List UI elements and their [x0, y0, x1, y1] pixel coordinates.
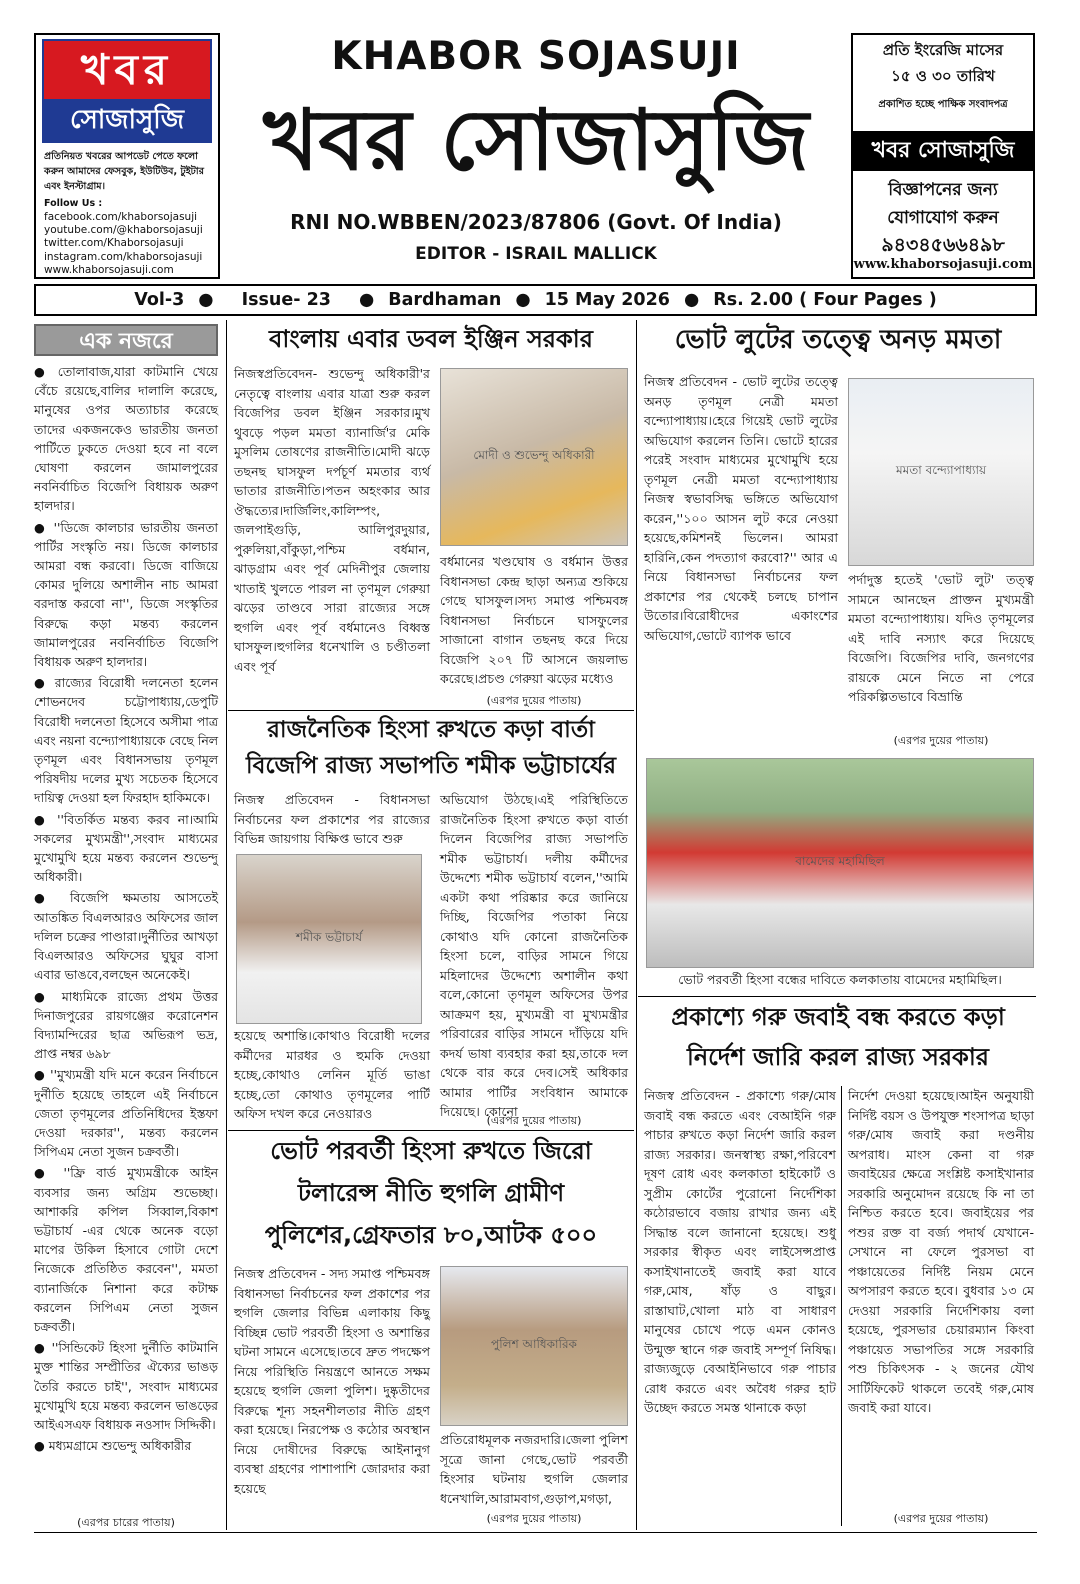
logo — [42, 39, 212, 143]
info-price: Rs. 2.00 ( Four Pages ) — [713, 290, 937, 310]
list-item: ● ''ডিজে কালচার ভারতীয় জনতা পার্টির সংস্কৃতি নয়। ডিজে কালচার আমরা বন্ধ করবো। ডিজে বাজিয়ে কোমর দুলিয়ে অশালীন নাচ আমরা বরদাস্ত করবো না'', ডিজে সংস্কৃতির বিরুদ্ধে কড়া মন্তব্য করলেন জামালপুরের নবনির্বাচিত বিজেপি বিধায়ক অরুণ হালদার। — [34, 519, 218, 670]
bullet-dot-icon: ● — [198, 290, 214, 310]
a1-rule — [228, 710, 634, 711]
ek-nojore-cont: (এরপর চারের পাতায়) — [77, 1516, 175, 1529]
a5-mid-rule — [841, 1086, 842, 1526]
a1-photo: মোদী ও শুভেন্দু অধিকারী — [440, 368, 628, 546]
a3-headline1: ভোট পরবর্তী হিংসা রুখতে জিরো — [270, 1137, 592, 1165]
a2-headline2: বিজেপি রাজ্য সভাপতি শমীক ভট্টাচার্যের — [245, 753, 617, 779]
bullet-dot-icon: ● — [34, 890, 70, 906]
bullet-dot-icon: ● — [34, 988, 62, 1004]
info-place: Bardhaman — [388, 290, 502, 310]
right-phone: ৯৪৩৪৫৬৬৪৯৮ — [881, 234, 1005, 256]
a4-rule — [638, 996, 1036, 997]
list-item: ● মধ্যমগ্রামে শুভেন্দু অধিকারীর — [34, 1438, 192, 1454]
right-web[interactable]: www.khaborsojasuji.com — [853, 257, 1033, 272]
right-line1: প্রতি ইংরেজি মাসের — [882, 41, 1004, 59]
a2-body-top: নিজস্ব প্রতিবেদন - বিধানসভা নির্বাচনের ফল প্রকাশের পর রাজ্যের বিভিন্ন জায়গায় বিক্ষিপ্ত ভাবে শুরু — [234, 792, 430, 846]
right-ad1: বিজ্ঞাপনের জন্য — [888, 180, 998, 200]
title-en: KHABOR SOJASUJI — [331, 34, 741, 79]
a2-headline1: রাজনৈতিক হিংসা রুখতে কড়া বার্তা — [267, 717, 595, 743]
a2-photo: শমীক ভট্টাচার্য — [236, 854, 422, 1024]
a4-headline: ভোট লুটের তত্ত্বে অনড় মমতা — [674, 325, 1002, 355]
a1-cont: (এরপর দুয়ের পাতায়) — [486, 694, 582, 707]
bullet-dot-icon: ● — [34, 519, 54, 535]
right-line2: ১৫ ও ৩০ তারিখ — [891, 67, 995, 85]
youtube-link[interactable]: youtube.com/@khaborsojasuji — [44, 224, 203, 237]
info-issue: Issue- 23 — [241, 290, 331, 310]
right-line3: প্রকাশিত হচ্ছে পাক্ষিক সংবাদপত্র — [878, 99, 1008, 110]
editor-line: EDITOR - ISRAIL MALLICK — [415, 244, 657, 264]
list-item: ● ''মুখ্যমন্ত্রী যদি মনে করেন নির্বাচনে দুর্নীতি হয়েছে তাহলে এই নির্বাচনে জেতা তৃণমূলের প্রতিনিধিদের ইস্তফা দেওয়া দরকার'', মন্তব্য করলেন সিপিএম নেতা সুজন চক্রবর্তী। — [34, 1067, 218, 1160]
follow-intro: প্রতিনিয়ত খবরের আপডেট পেতে ফলো করুন আমাদের ফেসবুক, ইউটিউব, টুইটার এবং ইনস্টাগ্রাম। — [44, 151, 204, 192]
bullet-dot-icon: ● — [34, 1438, 49, 1454]
bullet-dot-icon: ● — [34, 1165, 64, 1181]
logo-top: খবর — [44, 41, 210, 99]
col-rule-1 — [226, 320, 227, 1530]
a5-body-left: নিজস্ব প্রতিবেদন - প্রকাশ্যে গরু/মোষ জবাই বন্ধ করতে এবং বেআইনি গরু পাচার রুখতে কড়া নির্দেশ জারি করল রাজ্য সরকার। জনস্বাস্থ্য রক্ষা,পরিবেশ দূষণ রোধ এবং কলকাতা হাইকোর্ট ও সুপ্রীম কোর্টের পুরোনো নির্দেশিকা কঠোরভাবে বজায় রাখার জন্য এই সিদ্ধান্ত বলে জানানো হয়েছে। শুধু সরকার স্বীকৃত এবং লাইসেন্সপ্রাপ্ত কসাইখানাতেই জবাই করা যাবে গরু,মোষ, ষাঁড় ও বাছুর।রাস্তাঘাট,খোলা মাঠ বা সাধারণ মানুষের চোখে পড়ে এমন কোনও উন্মুক্ত স্থানে গরু জবাই সম্পূর্ণ নিষিদ্ধ। রাজ্যজুড়ে বেআইনিভাবে গরু পাচার রোধ করতে এবং অবৈধ গরুর হাট উচ্ছেদ করতে সমস্ত থানাকে কড়া — [644, 1088, 836, 1415]
list-item: ● তোলাবাজ,যারা কাটমানি খেয়ে বেঁচে রয়েছে,বালির দালালি করেছে, মানুষের ওপর অত্যাচার করেছে তাদের একজনকেও ভারতীয় জনতা পার্টিতে ঢুকতে দেওয়া হবে না বলে ঘোষণা করলেন জামালপুরের নবনির্বাচিত বিজেপি বিধায়ক অরুণ হালদার। — [34, 364, 218, 514]
a3-cont: (এরপর দুয়ের পাতায়) — [486, 1512, 582, 1525]
follow-links — [44, 211, 220, 277]
info-vol: Vol-3 — [134, 290, 185, 310]
info-bar — [34, 284, 1037, 316]
bullet-dot-icon: ● — [358, 290, 375, 310]
a3-photo: পুলিশ আধিকারিক — [440, 1266, 628, 1426]
rally-caption: ভোট পরবর্তী হিংসা বন্ধের দাবিতে কলকাতায় বামেদের মহামিছিল। — [678, 972, 1002, 987]
masthead-right-box — [851, 33, 1035, 279]
a5-body-right: নির্দেশ দেওয়া হয়েছে।আইন অনুযায়ী নির্দিষ্ট বয়স ও উপযুক্ত শংসাপত্র ছাড়া গরু/মোষ জবাই করা দণ্ডনীয় অপরাধ। মাংস কেনা বা গরু জবাইয়ের ক্ষেত্রে সংশ্লিষ্ট কসাইখানার সরকারি অনুমোদন রয়েছে কি না তা নিশ্চিত করতে হবে। জবাইয়ের পর পশুর রক্ত বা বর্জ্য পদার্থ যেখানে-সেখানে না ফেলে পুরসভা বা পঞ্চায়েতের নির্দিষ্ট নিয়ম মেনে অপসারণ করতে হবে। বুধবার ১৩ মে দেওয়া সরকারি নির্দেশিকায় বলা হয়েছে, পুরসভার চেয়ারম্যান কিংবা পঞ্চায়েত সভাপতির সঙ্গে সরকারি পশু চিকিৎসক - ২ জনের যৌথ সার্টিফিকেট থাকলে তবেই গরু,মোষ জবাই করা যাবে। — [848, 1088, 1034, 1415]
a1-caption: বর্ধমানের খণ্ডঘোষ ও বর্ধমান উত্তর বিধানসভা কেন্দ্র ছাড়া অন্যত্র শুকিয়ে গেছে ঘাসফুল।সদ্য সমাপ্ত পশ্চিমবঙ্গ বিধানসভা নির্বাচনে ঘাসফুলের সাজানো বাগান তছনছ করে দিয়ে বিজেপি ২০৭ টি আসনে জয়লাভ করেছে।প্রচণ্ড গেরুয়া ঝড়ের মধ্যেও — [440, 554, 628, 686]
bullet-dot-icon: ● — [515, 290, 531, 310]
a2-body-bottom: হয়েছে অশান্তি।কোথাও বিরোধী দলের কর্মীদের মারধর ও হুমকি দেওয়া হচ্ছে,কোথাও লেনিন মূর্তি ভাঙা হচ্ছে,তো কোথাও তৃণমূলের পার্টি অফিস দখল করে নেওয়ারও — [234, 1028, 430, 1121]
list-item: ● ''ফ্রি বার্ড মুখ্যমন্ত্রীকে আইন ব্যবসার জন্য অগ্রিম শুভেচ্ছা। আশাকরি কপিল সিব্বাল,বিকাশ ভট্টাচার্য -এর থেকে অনেক বড়ো মাপের উকিল হিসাবে গোটা দেশে নিজেকে প্রতিষ্ঠিত করবেন'', মমতা ব্যানার্জিকে নিশানা করে কটাক্ষ করলেন সিপিএম নেতা সুজন চক্রবর্তী। — [34, 1165, 218, 1334]
a2-cont: (এরপর দুয়ের পাতায়) — [486, 1114, 582, 1127]
a2-body-right: অভিযোগ উঠছে।এই পরিস্থিতিতে রাজনৈতিক হিংসা রুখতে কড়া বার্তা দিলেন বিজেপির রাজ্য সভাপতি শমীক ভট্টাচার্য। দলীয় কর্মীদের উদ্দেশ্যে শমীক ভট্টাচার্য বলেন,''আমি একটা কথা পরিষ্কার করে জানিয়ে দিচ্ছি, বিজেপির পতাকা নিয়ে কোথাও যদি কোনো রাজনৈতিক হিংসা চলে, বাড়ির সামনে গিয়ে মহিলাদের উদ্দেশ্যে অশালীন কথা বলে,কোনো তৃণমূল অফিসের উপর আক্রমণ হয়, মুখ্যমন্ত্রী বা মুখ্যমন্ত্রীর পরিবারের বাড়ির সামনে দাঁড়িয়ে যদি কদর্য ভাষা ব্যবহার করা হয়,তাকে দল থেকে বার করে দেব।সেই অধিকার আমার পার্টির সংবিধান আমাকে দিয়েছে। কোনো — [440, 792, 628, 1119]
rni-number: RNI NO.WBBEN/2023/87806 (Govt. Of India) — [290, 210, 782, 234]
bullet-dot-icon: ● — [34, 1067, 51, 1083]
a2-rule — [228, 1130, 634, 1131]
bullet-dot-icon: ● — [34, 811, 58, 827]
a5-cont: (এরপর দুয়ের পাতায়) — [893, 1512, 989, 1525]
a3-headline2: টলারেন্স নীতি হুগলি গ্রামীণ — [297, 1179, 565, 1207]
list-item: ● ''সিন্ডিকেট হিংসা দুর্নীতি কাটমানি মুক্ত শান্তির সম্প্রীতির ঐক্যের ভাঙড় তৈরি করতে চাই'', সংবাদ মাধ্যমের মুখোমুখি হয়ে মন্তব্য করলেন ভাঙড়ের আইএসএফ বিধায়ক নওসাদ সিদ্দিকী। — [34, 1340, 218, 1432]
instagram-link[interactable]: instagram.com/khaborsojasuji — [44, 250, 203, 263]
ek-nojore-title: এক নজরে — [34, 324, 218, 356]
a3-headline3: পুলিশের,গ্রেফতার ৮০,আটক ৫০০ — [264, 1221, 598, 1249]
a4-photo: মমতা বন্দ্যোপাধ্যায় — [848, 378, 1034, 566]
twitter-link[interactable]: twitter.com/Khaborsojasuji — [44, 237, 184, 250]
right-band: খবর সোজাসুজি — [853, 131, 1033, 171]
info-date: 15 May 2026 — [544, 290, 670, 310]
right-ad2: যোগাযোগ করুন — [887, 208, 999, 228]
a5-headline2: নির্দেশ জারি করল রাজ্য সরকার — [686, 1043, 990, 1071]
bullet-dot-icon: ● — [34, 1340, 52, 1356]
list-item: ● বিজেপি ক্ষমতায় আসতেই আতঙ্কিত বিএলআরও অফিসের জাল দলিল চক্রের পাণ্ডারা।দুর্নীতির আখড়া বিএলআরও অফিসের ঘুঘুর বাসা এবার ভাঙবে,বলছেন অনেকেই। — [34, 890, 218, 983]
col-rule-2 — [636, 320, 637, 1530]
bullet-dot-icon: ● — [34, 675, 55, 691]
title-bn: খবর সোজাসুজি — [263, 91, 809, 189]
a3-caption: প্রতিরোধমূলক নজরদারি।জেলা পুলিশ সূত্রে জানা গেছে,ভোট পরবর্তী হিংসার ঘটনায় হুগলি জেলার ধনেখালি,আরামবাগ,গুড়াপ,মগড়া, — [440, 1432, 628, 1506]
list-item: ● মাধ্যমিকে রাজ্যে প্রথম উত্তর দিনাজপুরের রায়গঞ্জের করোনেশন বিদ্যামন্দিরের ছাত্র অভিরূপ ভদ্র, প্রাপ্ত নম্বর ৬৯৮ — [34, 988, 218, 1062]
list-item: ● রাজ্যের বিরোধী দলনেতা হলেন শোভনদেব চট্টোপাধ্যায়,ডেপুটি বিরোধী দলনেতা হিসেবে অসীমা পাত্র এবং নয়না বন্দ্যোপাধ্যায়কে বেছে নিল তৃণমূল এবং বিধানসভায় তৃণমূল পরিষদীয় দলের মুখ্য সচেতক হিসেবে দায়িত্ব দেওয়া হল ফিরহাদ হাকিমকে। — [34, 675, 218, 806]
follow-label: Follow Us : — [44, 198, 103, 209]
bullet-dot-icon: ● — [34, 364, 58, 379]
logo-bottom: সোজাসুজি — [44, 99, 210, 141]
rally-photo: বামেদের মহামিছিল — [646, 758, 1034, 968]
bullet-dot-icon: ● — [683, 290, 700, 310]
website-link[interactable]: www.khaborsojasuji.com — [44, 263, 174, 276]
masthead-left-box — [34, 33, 220, 279]
ek-nojore-list — [34, 362, 218, 1508]
facebook-link[interactable]: facebook.com/khaborsojasuji — [44, 211, 198, 223]
a1-body: নিজস্বপ্রতিবেদন- শুভেন্দু অধিকারী'র নেতৃত্বে বাংলায় এবার যাত্রা শুরু করল বিজেপির ডবল ইঞ্জিন সরকার।মুখ থুবড়ে পড়ল মমতা ব্যানার্জি'র মেকি মুসলিম তোষণের রাজনীতি।মোদী ঝড়ে তছনছ ঘাসফুল দর্পচূর্ণ মমতার ব্যর্থ ভাতার রাজনীতি।পতন অহংকার আর ঔদ্ধত্যের।দার্জিলিং,কালিম্পং, জলপাইগুড়ি, আলিপুরদুয়ার, পুরুলিয়া,বাঁকুড়া,পশ্চিম বর্ধমান, ঝাড়গ্রাম এবং পূর্ব মেদিনীপুর জেলায় খাতাই খুলতে পারল না তৃণমূল গেরুয়া ঝড়ের তাণ্ডবে সারা রাজ্যের সঙ্গে হুগলি এবং পূর্ব বর্ধমানেও বিধ্বস্ত ঘাসফুল।হুগলির ধনেখালি ও চণ্ডীতলা এবং পূর্ব — [234, 366, 430, 674]
a4-body: নিজস্ব প্রতিবেদন - ভোট লুটের তত্ত্বে অনড় তৃণমূল নেত্রী মমতা বন্দ্যোপাধ্যায়।হেরে গিয়েই ভোট লুটের অভিযোগ করলেন তিনি। ভোটে হারের পরেই সংবাদ মাধ্যমের মুখোমুখি হয়ে তৃণমূল নেত্রী মমতা বন্দ্যোপাধ্যায় নিজস্ব স্বভাবসিদ্ধ ভঙ্গিতে অভিযোগ করেন,''১০০ আসন লুট করে নেওয়া হয়েছে,কমিশনই ভিলেন। আমরা হারিনি,কেন পদত্যাগ করবো?'' আর এ নিয়ে বিধানসভা নির্বাচনের ফল প্রকাশের পর থেকেই চলছে চাপান উতোর।বিরোধীদের একাংশের অভিযোগ,ভোটে ব্যাপক ভাবে — [644, 374, 838, 643]
a5-headline1: প্রকাশ্যে গরু জবাই বন্ধ করতে কড়া — [671, 1003, 1005, 1031]
a3-body: নিজস্ব প্রতিবেদন - সদ্য সমাপ্ত পশ্চিমবঙ্গ বিধানসভা নির্বাচনের ফল প্রকাশের পর হুগলি জেলার বিভিন্ন এলাকায় কিছু বিচ্ছিন্ন ভোট পরবর্তী হিংসা ও অশান্তির ঘটনা সামনে এসেছে।তবে দ্রুত পদক্ষেপ নিয়ে পরিস্থিতি নিয়ন্ত্রণে আনতে সক্ষম হয়েছে হুগলি জেলা পুলিশ। দুষ্কৃতীদের বিরুদ্ধে শূন্য সহনশীলতার নীতি গ্রহণ করা হয়েছে। নিরপেক্ষ ও কঠোর অবস্থান নিয়ে দোষীদের বিরুদ্ধে আইনানুগ ব্যবস্থা গ্রহণের পাশাপাশি জোরদার করা হয়েছে — [234, 1266, 430, 1496]
a4-side-text: পর্দাদুস্ত হতেই 'ভোট লুট' তত্ত্ব সামনে আনছেন প্রাক্তন মুখ্যমন্ত্রী মমতা বন্দ্যোপাধ্যায়। যদিও তৃণমূলের এই দাবি নস্যাৎ করে দিয়েছে বিজেপি। বিজেপির দাবি, জনগণের রায়কে মেনে নিতে না পেরে পরিকল্পিতভাবে বিভ্রান্তি — [848, 572, 1034, 704]
a1-headline: বাংলায় এবার ডবল ইঞ্জিন সরকার — [269, 325, 593, 353]
list-item: ● ''বিতর্কিত মন্তব্য করব না।আমি সকলের মুখ্যমন্ত্রী'',সংবাদ মাধ্যমের মুখোমুখি হয়ে মন্তব্য করলেন শুভেন্দু অধিকারী। — [34, 811, 218, 885]
a4-cont: (এরপর দুয়ের পাতায়) — [893, 734, 989, 747]
